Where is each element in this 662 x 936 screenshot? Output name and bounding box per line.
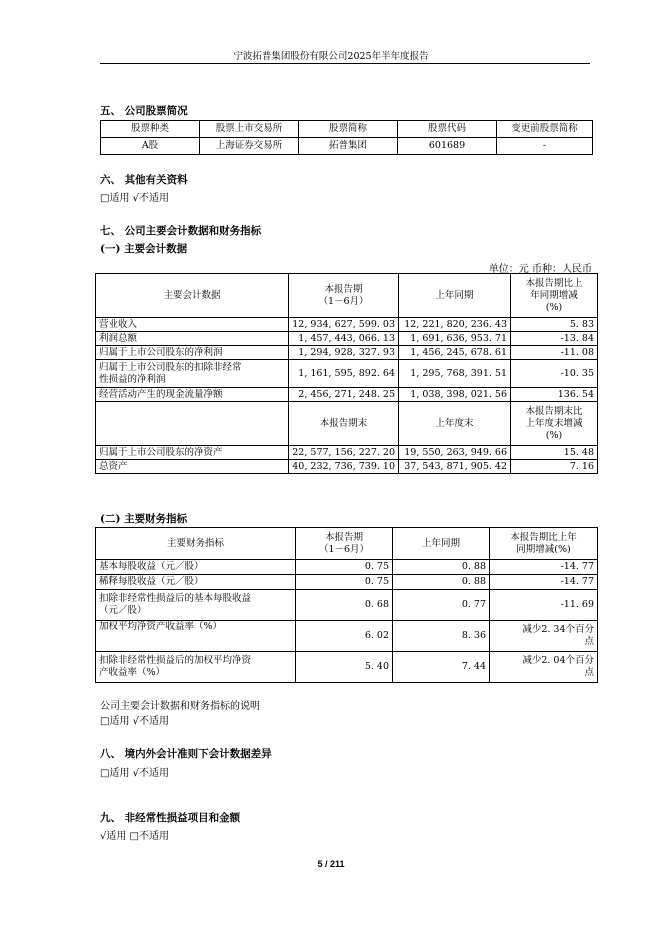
- acct-header-cell: 主要会计数据: [96, 274, 289, 318]
- table-row: [96, 575, 598, 590]
- acct-header-cell: 上年度末: [399, 402, 511, 446]
- fin-header-row: [96, 528, 598, 560]
- row-label: 营业收入: [96, 318, 289, 332]
- section-7-sub2: (二) 主要财务指标: [100, 513, 188, 525]
- financial-indicator-table: [95, 527, 598, 683]
- row-value: 6. 02: [296, 621, 393, 652]
- stock-cell: 601689: [398, 138, 497, 155]
- table-row: [96, 346, 598, 360]
- row-value: -14. 77: [490, 575, 598, 590]
- acct-subheader-row: [96, 402, 598, 446]
- acct-header-row: [96, 274, 598, 318]
- row-label: 基本每股收益（元／股）: [96, 560, 296, 575]
- row-value: 0. 88: [393, 560, 490, 575]
- row-value: 19, 550, 263, 949. 66: [399, 446, 511, 460]
- table-row: [96, 460, 598, 474]
- stock-col: 股票上市交易所: [200, 121, 299, 138]
- table-row: [96, 621, 598, 652]
- fin-header-cell: 本报告期 （1－6月）: [296, 528, 393, 560]
- row-label: 加权平均净资产收益率（%）: [96, 621, 296, 652]
- row-label: 利润总额: [96, 332, 289, 346]
- acct-header-cell: 本报告期比上 年同期增减 (%): [511, 274, 598, 318]
- section-9-title: 九、 非经常性损益项目和金额: [100, 812, 241, 824]
- row-value: -11. 08: [511, 346, 598, 360]
- section-5-title: 五、 公司股票简况: [100, 105, 188, 117]
- row-value: 1, 294, 928, 327. 93: [289, 346, 399, 360]
- stock-col: 变更前股票简称: [497, 121, 593, 138]
- row-value: 7. 44: [393, 652, 490, 683]
- row-value: 5. 83: [511, 318, 598, 332]
- table-row: [96, 560, 598, 575]
- stock-col: 股票简称: [299, 121, 398, 138]
- fin-header-cell: 本报告期比上年 同期增减(%): [490, 528, 598, 560]
- row-value: 15. 48: [511, 446, 598, 460]
- section-8-title: 八、 境内外会计准则下会计数据差异: [100, 748, 272, 760]
- row-label: 归属于上市公司股东的净利润: [96, 346, 289, 360]
- fin-header-cell: 主要财务指标: [96, 528, 296, 560]
- row-label: 扣除非经常性损益后的基本每股收益 （元／股）: [96, 590, 296, 621]
- row-value: 8. 36: [393, 621, 490, 652]
- row-value: 2, 456, 271, 248. 25: [289, 388, 399, 402]
- table-row: [96, 360, 598, 388]
- stock-cell: -: [497, 138, 593, 155]
- row-value: 40, 232, 736, 739. 10: [289, 460, 399, 474]
- row-value: 1, 038, 398, 021. 56: [399, 388, 511, 402]
- stock-cell: A股: [101, 138, 200, 155]
- row-value: 12, 221, 820, 236. 43: [399, 318, 511, 332]
- row-value: 1, 161, 595, 892. 64: [289, 360, 399, 388]
- table-row: [96, 446, 598, 460]
- row-value: 12, 934, 627, 599. 03: [289, 318, 399, 332]
- row-value: -13. 84: [511, 332, 598, 346]
- section-7-note-option: □适用 √不适用: [100, 716, 169, 727]
- section-9-option: √适用 □不适用: [100, 831, 169, 842]
- row-value: -10. 35: [511, 360, 598, 388]
- row-value: 1, 691, 636, 953. 71: [399, 332, 511, 346]
- row-value: 37, 543, 871, 905. 42: [399, 460, 511, 474]
- row-value: 减少2. 34个百分 点: [490, 621, 598, 652]
- row-label: 经营活动产生的现金流量净额: [96, 388, 289, 402]
- row-value: 1, 456, 245, 678. 61: [399, 346, 511, 360]
- acct-header-cell: 本报告期末比 上年度末增减 (%): [511, 402, 598, 446]
- stock-cell: 拓普集团: [299, 138, 398, 155]
- section-8-option: □适用 √不适用: [100, 768, 169, 779]
- row-label: 归属于上市公司股东的扣除非经常 性损益的净利润: [96, 360, 289, 388]
- stock-cell: 上海证券交易所: [200, 138, 299, 155]
- section-6-option: □适用 √不适用: [100, 193, 169, 204]
- section-7-title: 七、 公司主要会计数据和财务指标: [100, 225, 262, 237]
- row-value: 减少2. 04个百分 点: [490, 652, 598, 683]
- page-header: 宁波拓普集团股份有限公司2025年半年度报告: [233, 51, 429, 62]
- section-6-title: 六、 其他有关资料: [100, 174, 188, 186]
- row-value: 0. 77: [393, 590, 490, 621]
- row-label: 扣除非经常性损益后的加权平均净资 产收益率（%）: [96, 652, 296, 683]
- currency-unit: 单位：元 币种：人民币: [488, 264, 592, 275]
- header-rule: [100, 63, 590, 64]
- row-value: 0. 75: [296, 575, 393, 590]
- row-label: 稀释每股收益（元／股）: [96, 575, 296, 590]
- table-row: [96, 652, 598, 683]
- table-row: [96, 388, 598, 402]
- row-value: 0. 75: [296, 560, 393, 575]
- acct-header-cell: 本报告期 （1－6月）: [289, 274, 399, 318]
- row-value: -11. 69: [490, 590, 598, 621]
- row-value: 22, 577, 156, 227. 20: [289, 446, 399, 460]
- row-value: 5. 40: [296, 652, 393, 683]
- row-value: 136. 54: [511, 388, 598, 402]
- stock-col: 股票种类: [101, 121, 200, 138]
- row-value: 7. 16: [511, 460, 598, 474]
- row-value: 1, 295, 768, 391. 51: [399, 360, 511, 388]
- table-row: [96, 318, 598, 332]
- table-row: [96, 332, 598, 346]
- accounting-data-table: [95, 273, 598, 474]
- stock-table-header: [101, 121, 593, 138]
- row-value: 0. 68: [296, 590, 393, 621]
- row-value: 0. 88: [393, 575, 490, 590]
- acct-header-cell: 上年同期: [399, 274, 511, 318]
- acct-header-cell: [96, 402, 289, 446]
- fin-header-cell: 上年同期: [393, 528, 490, 560]
- stock-table: [100, 120, 593, 155]
- table-row: [96, 590, 598, 621]
- row-label: 总资产: [96, 460, 289, 474]
- row-value: 1, 457, 443, 066. 13: [289, 332, 399, 346]
- stock-table-row: [101, 138, 593, 155]
- page-number: 5 / 211: [317, 859, 345, 869]
- section-7-note: 公司主要会计数据和财务指标的说明: [100, 701, 260, 712]
- section-7-sub1: (一) 主要会计数据: [100, 243, 188, 255]
- row-value: -14. 77: [490, 560, 598, 575]
- row-label: 归属于上市公司股东的净资产: [96, 446, 289, 460]
- acct-header-cell: 本报告期末: [289, 402, 399, 446]
- stock-col: 股票代码: [398, 121, 497, 138]
